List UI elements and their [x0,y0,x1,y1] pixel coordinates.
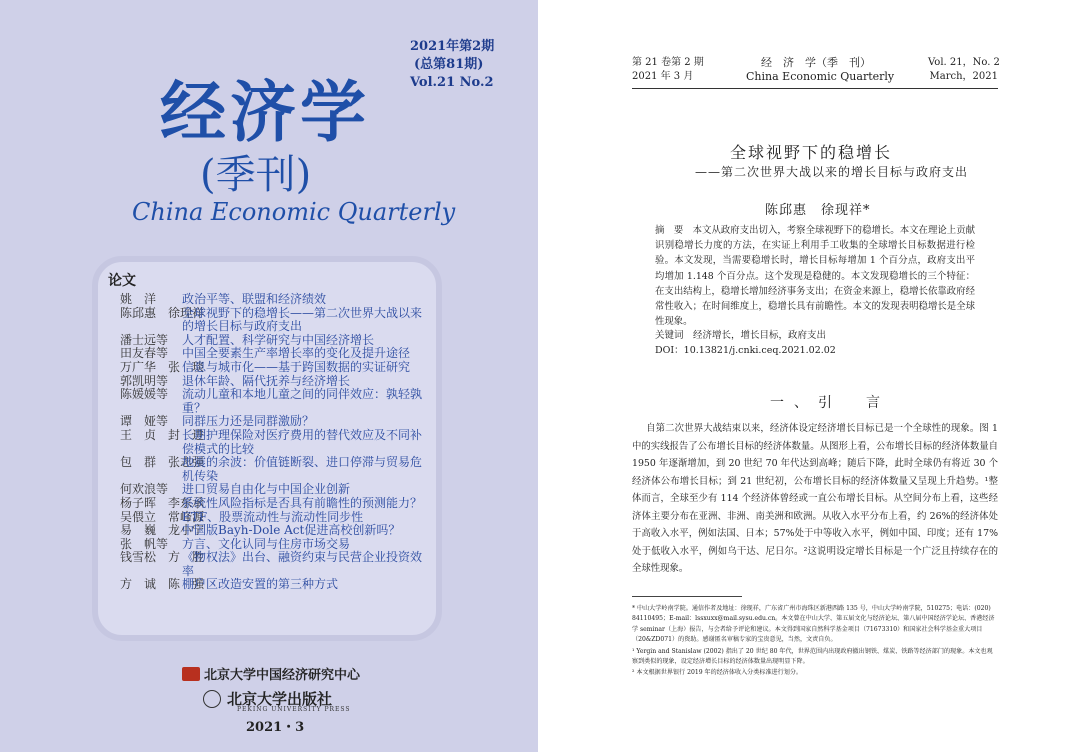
toc-entry-author: 钱雪松 方 胜 [120,550,205,565]
article-body: 自第二次世界大战结束以来，经济体设定经济增长目标已是一个全球性的现象。图 1 中的实线报告了公布增长目标的经济体数量。从图形上看，公布增长目标的经济体数量自 1950 年逐渐增加，到 20 世纪 70 年代达到高峰；随后下降，此时全球仍有将近 30 个经济体公布增长目标；到 21 世纪初，公布增长目标的经济体数量又呈现上升趋势。¹整体而言，全球至少有 114 个经济体曾经或一直公布增长目标。从空间分布上看，这些经济体主要分布在亚洲、非洲、南美洲和欧洲。从收入水平分布上看，约 26%的经济体处于高收入水平，例如法国、日本；57%处于中等收入水平，例如中国、印度；还有 17%处于低收入水平，例如乌干达、尼日尔。²这说明设定增长目标是一个广泛且持续存在的全球性现象。 [632,423,998,574]
cover-subtitle: (季刊) [200,152,312,198]
toc-entry-author: 郭凯明等 [120,373,169,388]
toc-entry-title: 流动儿童和本地儿童之间的同伴效应：孰轻孰重？ [182,387,423,415]
toc-entry-author: 易 巍 龙小宁 [120,523,205,538]
toc-entry-author: 陈邱惠 徐现祥 [120,305,205,320]
toc-entry [120,429,430,456]
toc-entry-title: 信息与城市化——基于跨国数据的实证研究 [182,359,411,374]
footnote-2: ² 本文根据世界银行 2019 年的经济体收入分类标准进行划分。 [632,669,803,677]
toc-entry-title: 人才配置、科学研究与中国经济增长 [182,332,375,347]
toc-entry [120,347,430,361]
header-rule [632,88,998,89]
header-volume-en: Vol. 21，No. 2 [928,57,1000,68]
book-logo-icon [182,667,200,681]
section-heading: 一、引 言 [770,395,890,411]
toc-entry-title: 同群压力还是同群激励？ [182,414,315,429]
toc-entry [120,293,430,307]
toc-entry-title: 全球视野下的稳增长——第二次世界大战以来的增长目标与政府支出 [182,305,423,334]
toc-entry-title: 系统性风险指标是否具有前瞻性的预测能力？ [182,495,423,510]
toc-entry-title: 棚户区改造安置的第三种方式 [182,577,339,592]
toc-entry [120,483,430,497]
cover-issue-info [410,38,494,92]
toc-entry [120,415,430,429]
publisher-press-english: PEKING UNIVERSITY PRESS [237,706,351,713]
toc-entry-author: 姚 洋 [120,292,157,306]
toc-entry [120,524,430,538]
toc-entry-title: 方言、文化认同与住房市场交易 [182,536,351,551]
toc-entry-title: 中国全要素生产率增长率的变化及提升途径 [182,346,411,361]
header-date-en: March，2021 [929,71,998,82]
toc-entry-author: 包 群 张志强 [120,455,205,470]
cover-title: 经济学 [160,73,370,151]
cover-english-title: China Economic Quarterly [132,198,456,226]
header-journal-cn: 经 济 学（季 刊） [761,56,871,69]
publisher-research-center [182,664,360,683]
footnotes [632,604,998,680]
toc-entry-author: 万广华 张 琰 [120,359,205,374]
toc-entry-author: 陈媛媛等 [120,387,169,402]
article-authors: 陈邱惠 徐现祥* [765,203,871,218]
toc-entry [120,307,430,334]
article-keywords: 关键词 经济增长，增长目标，政府支出 [655,330,827,341]
toc-entry-author: 田友春等 [120,346,169,361]
toc-entry-author: 王 贞 封 进 [120,427,205,442]
toc-entry-title: 政治平等、联盟和经济绩效 [182,292,327,306]
toc-entry-author: 何欢浪等 [120,482,169,497]
toc-entry-title: 中国版Bayh-Dole Act促进高校创新吗？ [182,523,401,538]
toc-entry-author: 方 诚 陈 强 [120,577,205,592]
toc-entry-author: 杨子晖 李东承 [120,495,205,510]
university-emblem-icon [203,690,221,708]
cover-issue-total: (总第81期) [414,57,484,72]
toc-entry-author: 张 帆等 [120,536,169,551]
toc-entry [120,456,430,483]
running-header-center [746,56,895,84]
toc-entry-title: 进口贸易自由化与中国企业创新 [182,482,351,497]
toc-entry-author: 潘士远等 [120,332,169,347]
toc-entry [120,551,430,578]
toc-entry-title: 《物权法》出台、融资约束与民营企业投资效率 [182,550,423,578]
publisher-press-name: 北京大学出版社 [227,690,333,708]
header-date-cn: 2021 年 3 月 [632,71,694,82]
cover-issue-number: 2021年第2期 [410,39,495,54]
header-journal-en: China Economic Quarterly [746,70,895,83]
toc-label: 论文 [108,273,136,289]
footnote-affiliation: * 中山大学岭南学院。通信作者及地址：徐现祥，广东省广州市海珠区新港西路 135 号，中山大学岭南学院，510275；电话：(020) 84110495；E-mail：lssxuxx@mail.sysu.edu.cn。本文曾在中山大学、第五届文化与经济论坛、第八届中国经济学论坛、香港经济学 seminar（上海）报告，与会者给予评论和建议。本文得到国家自然科学基金项目（71673310）和国家社会科学基金重大项目（20&ZD071）的资助。感谢匿名审稿专家的宝贵意见，当然，文责自负。 [632,605,995,644]
running-header-left [632,56,704,84]
toc-entry-title: 长期护理保险对医疗费用的替代效应及不同补偿模式的比较 [182,427,423,456]
toc-list [120,293,430,592]
article-abstract: 摘 要 本文从政府支出切入，考察全球视野下的稳增长。本文在理论上贡献识别稳增长力度的方法，在实证上利用手工收集的全球增长目标数据进行检验。本文发现，当需要稳增长时，增长目标每增加 1 个百分点，政府支出平均增加 1.148 个百分点。这个发现是稳健的。本文发现稳增长的三个特征：在支出结构上，稳增长增加经济事务支出；在资金来源上，稳增长依靠政府经常性收入；在时间维度上，稳增长具有前瞻性。本文的发现表明稳增长是全球性现象。 [655,225,975,328]
article-doi: DOI：10.13821/j.cnki.ceq.2021.02.02 [655,345,836,356]
toc-entry-author: 吴偎立 常峰源 [120,509,205,524]
toc-entry-author: 谭 娅等 [120,414,169,429]
toc-entry-title: 退休年龄、隔代抚养与经济增长 [182,373,351,388]
footnote-rule [632,596,742,597]
toc-entry [120,361,430,375]
toc-entry-title: ETF、股票流动性与流动性同步性 [182,509,364,524]
toc-entry-title: 地震的余波：价值链断裂、进口停滞与贸易危机传染 [182,455,423,483]
header-volume-cn: 第 21 卷第 2 期 [632,57,704,68]
publisher-research-center-name: 北京大学中国经济研究中心 [204,668,361,683]
toc-entry [120,388,430,415]
toc-entry [120,578,430,592]
footnote-1: ¹ Yergin and Stanislaw (2002) 指出了 20 世纪 80 年代，世界范围内出现政府撤出钢铁、煤炭、铁路等经济部门的现象。本文也观察到类似的现象，设定经济增长目标的经济体数量出现明显下降。 [632,647,993,666]
article-title: 全球视野下的稳增长 [730,143,893,162]
running-header-right [928,56,998,84]
article-subtitle: ——第二次世界大战以来的增长目标与政府支出 [695,165,969,179]
cover-volume: Vol.21 No.2 [410,75,494,90]
toc-entry [120,497,430,511]
cover-date: 2021・3 [246,720,305,735]
